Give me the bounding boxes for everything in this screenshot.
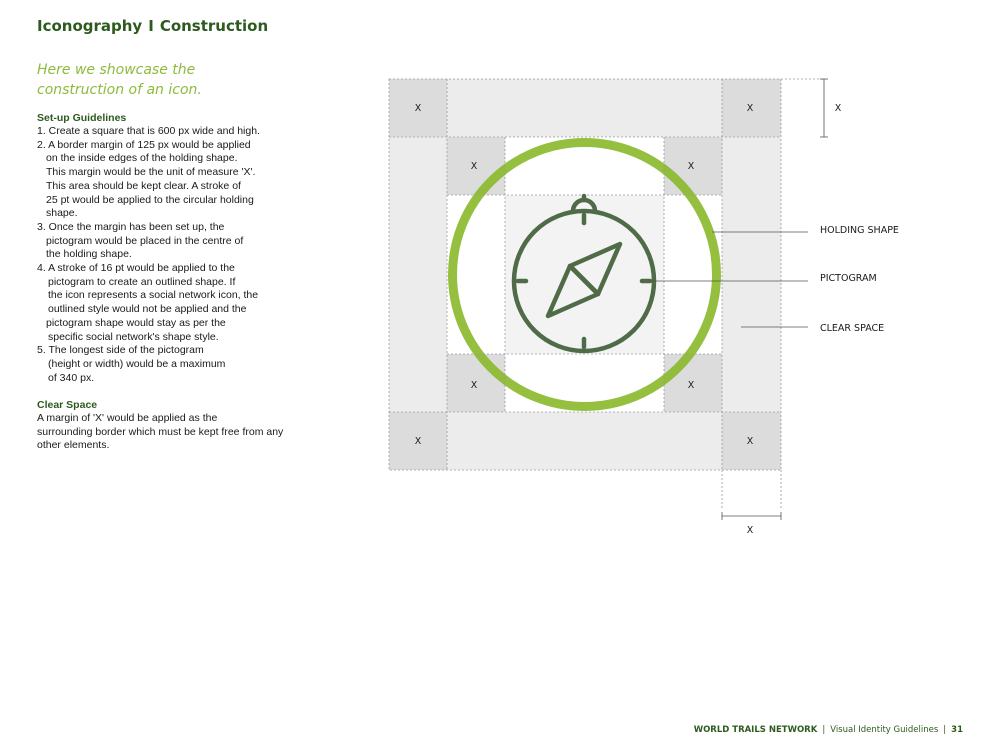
x-label: X [414, 436, 422, 447]
setup-line: on the inside edges of the holding shape. [46, 152, 238, 165]
x-label: X [746, 436, 754, 447]
setup-line: This margin would be the unit of measure 'X'. [46, 166, 256, 179]
setup-line: This area should be kept clear. A stroke of [46, 179, 241, 192]
callout-clear-space: CLEAR SPACE [820, 323, 885, 334]
setup-line: specific social network's shape style. [48, 330, 219, 343]
clear-space-line: other elements. [37, 439, 110, 452]
footer-org: WORLD TRAILS NETWORK [693, 725, 818, 735]
setup-line: 5. The longest side of the pictogram [37, 344, 204, 357]
footer-separator: | [943, 725, 947, 735]
title-topic: Construction [159, 17, 269, 35]
setup-line: (height or width) would be a maximum [48, 357, 226, 370]
clear-space-line: A margin of 'X' would be applied as the [37, 412, 218, 424]
title-section: Iconography [37, 17, 143, 35]
clear-space-heading: Clear Space [37, 399, 98, 411]
page-number: 31 [951, 725, 963, 735]
setup-line: 1. Create a square that is 600 px wide and high. [37, 125, 260, 137]
clear-space-line: surrounding border which must be kept free from any [37, 425, 284, 438]
x-label: X [470, 161, 478, 172]
x-label: X [470, 380, 478, 391]
setup-line: of 340 px. [48, 371, 95, 384]
callout-holding-shape: HOLDING SHAPE [820, 225, 899, 236]
page-footer [694, 725, 963, 735]
x-label: X [687, 161, 695, 172]
setup-line: the icon represents a social network icon, the [48, 289, 259, 302]
setup-line: pictogram shape would stay as per the [46, 316, 226, 329]
setup-line: 2. A border margin of 125 px would be applied [37, 138, 251, 151]
x-label: X [746, 103, 754, 114]
setup-line: 25 pt would be applied to the circular holding [46, 193, 254, 206]
setup-line: pictogram would be placed in the centre of [46, 234, 244, 247]
setup-heading: Set-up Guidelines [37, 112, 127, 124]
x-label: X [414, 103, 422, 114]
x-dimension-label: X [746, 525, 754, 536]
footer-separator: | [822, 725, 826, 735]
intro-line-1: Here we showcase the [37, 62, 196, 78]
title-separator: I [148, 17, 154, 35]
setup-line: 3. Once the margin has been set up, the [37, 220, 225, 233]
callout-pictogram: PICTOGRAM [820, 273, 877, 284]
setup-line: outlined style would not be applied and the [48, 303, 247, 316]
setup-line: 4. A stroke of 16 pt would be applied to the [37, 262, 235, 275]
intro-line-2: construction of an icon. [37, 82, 202, 98]
footer-doc-title: Visual Identity Guidelines [830, 725, 939, 735]
setup-line: pictogram to create an outlined shape. If [48, 275, 236, 288]
x-label: X [687, 380, 695, 391]
setup-line: the holding shape. [46, 248, 132, 261]
setup-line: shape. [46, 207, 78, 220]
x-dimension-label: X [834, 103, 842, 114]
